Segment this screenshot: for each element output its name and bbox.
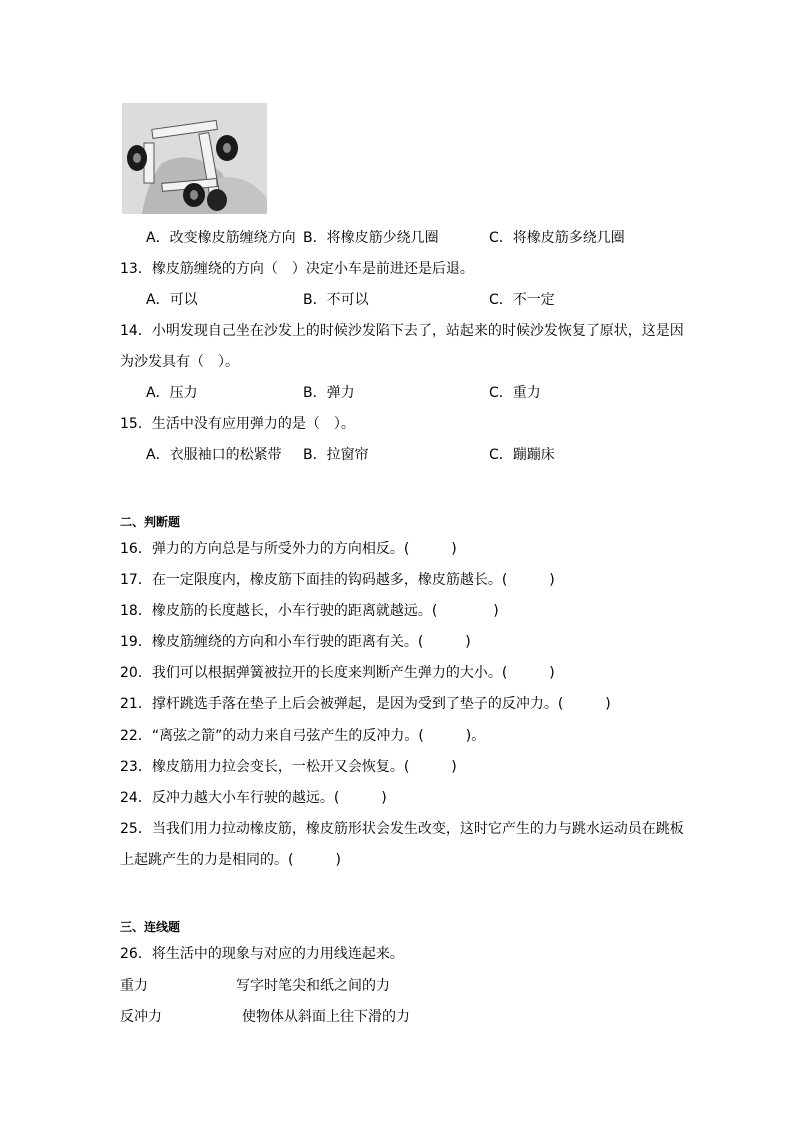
judge-item-21: 21．撑杆跳选手落在垫子上后会被弹起，是因为受到了垫子的反冲力。( )	[120, 696, 611, 712]
toy-car-photo	[122, 103, 267, 214]
q13-option-b: B．不可以	[303, 292, 369, 308]
judge-item-16: 16．弹力的方向总是与所受外力的方向相反。( )	[120, 541, 457, 557]
q26-force-2: 反冲力	[120, 1009, 162, 1025]
judge-item-19: 19．橡皮筋缠绕的方向和小车行驶的距离有关。( )	[120, 634, 471, 650]
q13-option-a: A．可以	[146, 292, 198, 308]
judge-item-24: 24．反冲力越大小车行驶的越远。( )	[120, 790, 387, 806]
q26-phenomenon-2: 使物体从斜面上往下滑的力	[242, 1009, 410, 1025]
q15-option-c: C．蹦蹦床	[489, 447, 555, 463]
q15-stem: 15．生活中没有应用弹力的是（ ）。	[120, 416, 355, 432]
judge-item-20: 20．我们可以根据弹簧被拉开的长度来判断产生弹力的大小。( )	[120, 665, 555, 681]
q26-phenomenon-1: 写字时笔尖和纸之间的力	[236, 978, 390, 994]
q14-option-a: A．压力	[146, 385, 198, 401]
judge-item-23: 23．橡皮筋用力拉会变长，一松开又会恢复。( )	[120, 759, 457, 775]
judge-item-22: 22．“离弦之箭”的动力来自弓弦产生的反冲力。( )。	[120, 728, 486, 744]
q13-option-c: C．不一定	[489, 292, 555, 308]
q14-stem-line1: 14．小明发现自己坐在沙发上的时候沙发陷下去了，站起来的时候沙发恢复了原状，这是因	[120, 323, 684, 339]
section-2-title: 二、判断题	[120, 515, 181, 529]
q26-force-1: 重力	[120, 978, 148, 994]
q26-stem: 26．将生活中的现象与对应的力用线连起来。	[120, 946, 404, 962]
judge-item-25-line1: 25．当我们用力拉动橡皮筋，橡皮筋形状会发生改变，这时它产生的力与跳水运动员在跳板	[120, 821, 684, 837]
section-3-title: 三、连线题	[120, 920, 181, 934]
q15-option-a: A．衣服袖口的松紧带	[146, 447, 282, 463]
q13-stem: 13．橡皮筋缠绕的方向（ ）决定小车是前进还是后退。	[120, 261, 474, 277]
judge-item-17: 17．在一定限度内，橡皮筋下面挂的钩码越多，橡皮筋越长。( )	[120, 572, 555, 588]
q12-option-a: A．改变橡皮筋缠绕方向	[146, 230, 296, 246]
judge-item-18: 18．橡皮筋的长度越长，小车行驶的距离就越远。( )	[120, 603, 499, 619]
judge-item-25-line2: 上起跳产生的力是相同的。( )	[120, 852, 341, 868]
q12-option-b: B．将橡皮筋少绕几圈	[303, 230, 439, 246]
q14-option-c: C．重力	[489, 385, 541, 401]
q12-option-c: C．将橡皮筋多绕几圈	[489, 230, 625, 246]
toy-car-illustration	[122, 103, 267, 214]
q15-option-b: B．拉窗帘	[303, 447, 369, 463]
q14-option-b: B．弹力	[303, 385, 355, 401]
q14-stem-line2: 为沙发具有（ ）。	[120, 354, 239, 370]
